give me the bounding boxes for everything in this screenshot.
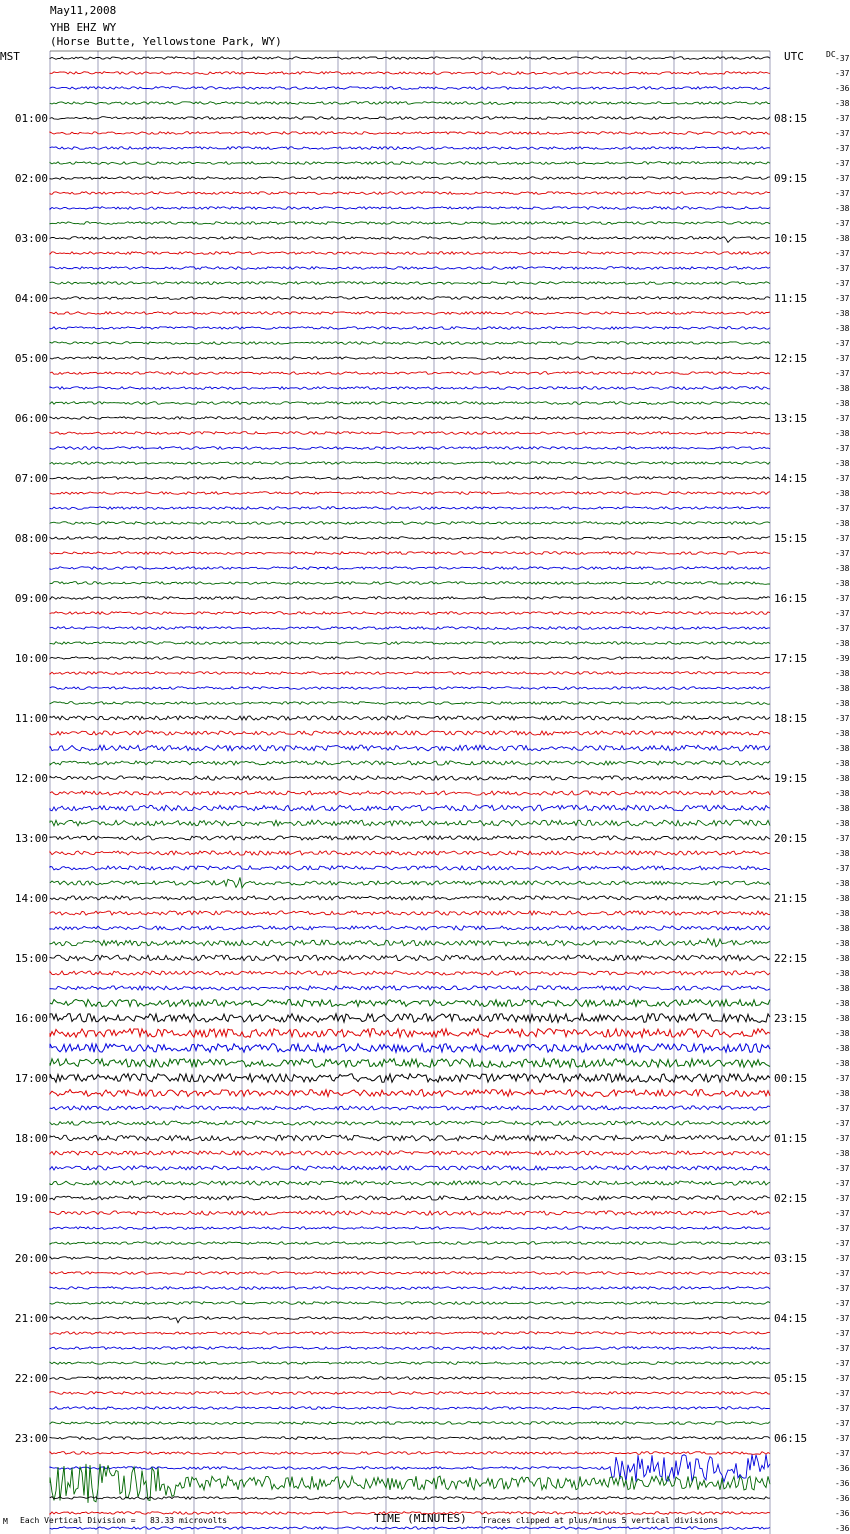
trace-row-82 [50, 1287, 770, 1290]
right-hour-label-19: 02:15 [774, 1192, 808, 1205]
dc-offset-72: -37 [835, 1134, 850, 1143]
trace-row-17 [50, 312, 770, 315]
dc-offset-15: -37 [835, 279, 850, 288]
trace-row-86 [50, 1347, 770, 1350]
dc-offset-2: -36 [835, 84, 850, 93]
dc-offset-25: -38 [835, 429, 850, 438]
right-hour-label-21: 04:15 [774, 1312, 808, 1325]
trace-row-67 [50, 1059, 770, 1068]
left-hour-label-5: 05:00 [14, 352, 48, 365]
trace-row-3 [50, 102, 770, 105]
right-hour-label-1: 08:15 [774, 112, 808, 125]
dc-offset-85: -37 [835, 1329, 850, 1338]
left-hour-label-15: 15:00 [14, 952, 48, 965]
trace-row-93 [50, 1452, 770, 1455]
trace-row-8 [50, 177, 770, 180]
left-hour-label-20: 20:00 [14, 1252, 48, 1265]
dc-offset-75: -37 [835, 1179, 850, 1188]
left-hour-label-22: 22:00 [14, 1372, 48, 1385]
dc-offset-98: -36 [835, 1524, 850, 1533]
dc-offset-41: -38 [835, 669, 850, 678]
trace-row-92 [50, 1437, 770, 1440]
trace-row-34 [50, 567, 770, 570]
dc-offset-97: -36 [835, 1509, 850, 1518]
trace-row-13 [50, 252, 770, 255]
right-hour-label-17: 00:15 [774, 1072, 808, 1085]
left-hour-label-14: 14:00 [14, 892, 48, 905]
corner-mark: M [3, 1517, 8, 1526]
right-hour-label-20: 03:15 [774, 1252, 808, 1265]
dc-offset-0: -37 [835, 54, 850, 63]
dc-offset-24: -37 [835, 414, 850, 423]
trace-row-66 [50, 1044, 770, 1053]
trace-row-83 [50, 1302, 770, 1305]
trace-row-74 [50, 1166, 770, 1170]
dc-offset-71: -37 [835, 1119, 850, 1128]
right-hour-label-22: 05:15 [774, 1372, 808, 1385]
dc-offset-78: -37 [835, 1224, 850, 1233]
dc-offset-90: -37 [835, 1404, 850, 1413]
trace-row-21 [50, 372, 770, 375]
trace-row-16 [50, 297, 770, 300]
trace-row-35 [50, 582, 770, 585]
trace-row-12 [50, 237, 770, 243]
trace-row-96 [50, 1497, 770, 1500]
trace-row-48 [50, 776, 770, 780]
dc-offset-19: -37 [835, 339, 850, 348]
trace-row-44 [50, 716, 770, 720]
dc-offset-23: -38 [835, 399, 850, 408]
dc-offset-66: -38 [835, 1044, 850, 1053]
trace-row-58 [50, 926, 770, 930]
scale-note: Each Vertical Division = 83.33 microvolts [20, 1516, 228, 1525]
dc-offset-46: -38 [835, 744, 850, 753]
trace-row-64 [50, 1014, 770, 1023]
dc-offset-10: -38 [835, 204, 850, 213]
trace-row-81 [50, 1272, 770, 1275]
right-hour-label-11: 18:15 [774, 712, 808, 725]
trace-row-41 [50, 672, 770, 675]
trace-row-10 [50, 207, 770, 210]
dc-offset-79: -37 [835, 1239, 850, 1248]
right-hour-label-18: 01:15 [774, 1132, 808, 1145]
trace-row-31 [50, 522, 770, 525]
trace-row-7 [50, 162, 770, 165]
trace-row-43 [50, 702, 770, 705]
dc-offset-20: -37 [835, 354, 850, 363]
right-timezone-label: UTC [784, 50, 804, 63]
dc-offset-28: -37 [835, 474, 850, 483]
right-hour-label-14: 21:15 [774, 892, 808, 905]
dc-offset-52: -37 [835, 834, 850, 843]
trace-row-77 [50, 1211, 770, 1215]
trace-row-60 [50, 955, 770, 961]
dc-offset-3: -38 [835, 99, 850, 108]
dc-offset-29: -38 [835, 489, 850, 498]
dc-offset-22: -38 [835, 384, 850, 393]
dc-offset-18: -38 [835, 324, 850, 333]
right-hour-label-2: 09:15 [774, 172, 808, 185]
trace-row-36 [50, 597, 770, 600]
x-axis-title: TIME (MINUTES) [374, 1512, 467, 1525]
dc-offset-76: -37 [835, 1194, 850, 1203]
dc-offset-9: -37 [835, 189, 850, 198]
dc-offset-17: -38 [835, 309, 850, 318]
trace-row-6 [50, 147, 770, 150]
left-hour-label-13: 13:00 [14, 832, 48, 845]
station-code: YHB EHZ WY [50, 21, 117, 34]
dc-offset-94: -36 [835, 1464, 850, 1473]
dc-offset-87: -37 [835, 1359, 850, 1368]
dc-offset-33: -37 [835, 549, 850, 558]
plot-date: May11,2008 [50, 4, 117, 17]
dc-offset-84: -37 [835, 1314, 850, 1323]
dc-offset-93: -37 [835, 1449, 850, 1458]
trace-row-28 [50, 477, 770, 480]
right-hour-label-6: 13:15 [774, 412, 808, 425]
trace-row-87 [50, 1362, 770, 1365]
trace-row-62 [50, 986, 770, 990]
trace-row-0 [50, 57, 770, 60]
trace-row-18 [50, 327, 770, 330]
trace-row-4 [50, 117, 770, 120]
left-hour-label-8: 08:00 [14, 532, 48, 545]
dc-offset-86: -37 [835, 1344, 850, 1353]
trace-row-11 [50, 222, 770, 225]
trace-row-59 [50, 939, 770, 947]
dc-offset-60: -38 [835, 954, 850, 963]
dc-offset-49: -38 [835, 789, 850, 798]
dc-offset-58: -38 [835, 924, 850, 933]
dc-offset-27: -38 [835, 459, 850, 468]
right-hour-label-5: 12:15 [774, 352, 808, 365]
dc-offset-7: -37 [835, 159, 850, 168]
dc-offset-36: -37 [835, 594, 850, 603]
left-timezone-label: MST [0, 50, 20, 63]
left-hour-label-11: 11:00 [14, 712, 48, 725]
station-location: (Horse Butte, Yellowstone Park, WY) [50, 35, 282, 48]
trace-row-29 [50, 492, 770, 495]
trace-row-45 [50, 731, 770, 735]
trace-row-79 [50, 1242, 770, 1245]
dc-offset-92: -37 [835, 1434, 850, 1443]
right-hour-label-8: 15:15 [774, 532, 808, 545]
dc-offset-62: -38 [835, 984, 850, 993]
dc-offset-5: -37 [835, 129, 850, 138]
trace-row-71 [50, 1121, 770, 1125]
right-hour-label-23: 06:15 [774, 1432, 808, 1445]
trace-row-38 [50, 627, 770, 630]
left-hour-label-1: 01:00 [14, 112, 48, 125]
trace-row-89 [50, 1392, 770, 1395]
trace-row-54 [50, 866, 770, 870]
trace-row-85 [50, 1332, 770, 1335]
trace-row-22 [50, 387, 770, 390]
right-hour-label-15: 22:15 [774, 952, 808, 965]
trace-row-65 [50, 1029, 770, 1038]
trace-row-50 [50, 805, 770, 811]
dc-offset-44: -37 [835, 714, 850, 723]
dc-offset-11: -37 [835, 219, 850, 228]
trace-row-23 [50, 402, 770, 405]
dc-offset-4: -37 [835, 114, 850, 123]
trace-row-80 [50, 1257, 770, 1260]
dc-offset-47: -38 [835, 759, 850, 768]
dc-offset-40: -39 [835, 654, 850, 663]
trace-row-33 [50, 552, 770, 555]
left-hour-label-19: 19:00 [14, 1192, 48, 1205]
trace-row-19 [50, 342, 770, 345]
dc-offset-16: -37 [835, 294, 850, 303]
dc-offset-82: -37 [835, 1284, 850, 1293]
trace-row-49 [50, 791, 770, 795]
trace-rows [50, 57, 770, 1534]
dc-offset-13: -37 [835, 249, 850, 258]
left-hour-label-6: 06:00 [14, 412, 48, 425]
dc-offset-74: -37 [835, 1164, 850, 1173]
trace-row-39 [50, 642, 770, 645]
right-hour-label-4: 11:15 [774, 292, 808, 305]
dc-offset-56: -38 [835, 894, 850, 903]
dc-offset-34: -38 [835, 564, 850, 573]
trace-row-51 [50, 820, 770, 826]
dc-offset-32: -37 [835, 534, 850, 543]
trace-row-32 [50, 537, 770, 540]
right-hour-label-16: 23:15 [774, 1012, 808, 1025]
trace-row-1 [50, 72, 770, 75]
trace-row-2 [50, 87, 770, 90]
dc-offset-88: -37 [835, 1374, 850, 1383]
trace-row-63 [50, 999, 770, 1006]
dc-offset-64: -38 [835, 1014, 850, 1023]
dc-offset-header: DC [826, 50, 836, 59]
trace-row-30 [50, 507, 770, 510]
dc-offset-59: -38 [835, 939, 850, 948]
trace-row-53 [50, 851, 770, 855]
trace-row-52 [50, 836, 770, 840]
dc-offset-70: -37 [835, 1104, 850, 1113]
left-hour-label-2: 02:00 [14, 172, 48, 185]
trace-row-90 [50, 1407, 770, 1410]
trace-row-37 [50, 612, 770, 615]
dc-offset-35: -38 [835, 579, 850, 588]
trace-row-55 [50, 877, 770, 888]
right-hour-label-7: 14:15 [774, 472, 808, 485]
trace-row-47 [50, 761, 770, 765]
dc-offset-55: -38 [835, 879, 850, 888]
dc-offset-26: -37 [835, 444, 850, 453]
dc-offset-50: -38 [835, 804, 850, 813]
left-hour-label-3: 03:00 [14, 232, 48, 245]
trace-row-70 [50, 1106, 770, 1110]
dc-offset-48: -38 [835, 774, 850, 783]
trace-row-72 [50, 1135, 770, 1141]
left-hour-label-18: 18:00 [14, 1132, 48, 1145]
trace-row-88 [50, 1377, 770, 1380]
dc-offset-68: -37 [835, 1074, 850, 1083]
trace-row-57 [50, 911, 770, 915]
left-hour-label-10: 10:00 [14, 652, 48, 665]
left-hour-label-16: 16:00 [14, 1012, 48, 1025]
right-hour-label-9: 16:15 [774, 592, 808, 605]
trace-row-61 [50, 971, 770, 975]
trace-row-98 [50, 1527, 770, 1530]
dc-offset-81: -37 [835, 1269, 850, 1278]
trace-row-20 [50, 357, 770, 360]
dc-offset-51: -38 [835, 819, 850, 828]
dc-offset-69: -38 [835, 1089, 850, 1098]
dc-offset-31: -38 [835, 519, 850, 528]
dc-offset-89: -37 [835, 1389, 850, 1398]
trace-row-75 [50, 1181, 770, 1185]
dc-offset-65: -38 [835, 1029, 850, 1038]
clip-note: Traces clipped at plus/minus 5 vertical divisions [482, 1516, 719, 1525]
left-hour-label-4: 04:00 [14, 292, 48, 305]
dc-offset-96: -36 [835, 1494, 850, 1503]
trace-row-40 [50, 657, 770, 660]
dc-offset-83: -37 [835, 1299, 850, 1308]
left-hour-label-9: 09:00 [14, 592, 48, 605]
trace-row-68 [50, 1074, 770, 1083]
dc-offset-61: -38 [835, 969, 850, 978]
dc-offset-30: -37 [835, 504, 850, 513]
trace-row-84 [50, 1317, 770, 1323]
dc-offset-54: -37 [835, 864, 850, 873]
left-hour-label-12: 12:00 [14, 772, 48, 785]
trace-row-76 [50, 1196, 770, 1200]
trace-row-78 [50, 1227, 770, 1230]
dc-offset-42: -38 [835, 684, 850, 693]
left-hour-label-23: 23:00 [14, 1432, 48, 1445]
dc-offset-57: -38 [835, 909, 850, 918]
dc-offset-67: -38 [835, 1059, 850, 1068]
right-hour-label-10: 17:15 [774, 652, 808, 665]
trace-row-26 [50, 447, 770, 450]
dc-offset-12: -38 [835, 234, 850, 243]
trace-row-69 [50, 1090, 770, 1097]
dc-offset-77: -37 [835, 1209, 850, 1218]
trace-row-27 [50, 462, 770, 465]
dc-offset-45: -38 [835, 729, 850, 738]
left-hour-label-7: 07:00 [14, 472, 48, 485]
dc-offset-6: -37 [835, 144, 850, 153]
trace-row-9 [50, 192, 770, 195]
trace-row-5 [50, 132, 770, 135]
dc-offset-73: -38 [835, 1149, 850, 1158]
trace-row-91 [50, 1422, 770, 1425]
trace-row-24 [50, 417, 770, 420]
dc-offset-95: -36 [835, 1479, 850, 1488]
dc-offset-53: -38 [835, 849, 850, 858]
trace-row-25 [50, 432, 770, 435]
trace-row-56 [50, 896, 770, 900]
dc-offset-14: -37 [835, 264, 850, 273]
right-hour-label-12: 19:15 [774, 772, 808, 785]
dc-offset-91: -37 [835, 1419, 850, 1428]
left-hour-label-17: 17:00 [14, 1072, 48, 1085]
dc-offset-39: -38 [835, 639, 850, 648]
dc-offset-37: -37 [835, 609, 850, 618]
dc-offset-43: -38 [835, 699, 850, 708]
right-hour-label-3: 10:15 [774, 232, 808, 245]
right-hour-label-13: 20:15 [774, 832, 808, 845]
dc-offset-80: -37 [835, 1254, 850, 1263]
left-hour-label-21: 21:00 [14, 1312, 48, 1325]
trace-row-46 [50, 745, 770, 751]
trace-row-42 [50, 687, 770, 690]
trace-row-14 [50, 267, 770, 270]
dc-offset-63: -38 [835, 999, 850, 1008]
trace-row-15 [50, 282, 770, 285]
dc-offset-1: -37 [835, 69, 850, 78]
dc-offset-21: -37 [835, 369, 850, 378]
trace-row-73 [50, 1151, 770, 1155]
dc-offset-38: -37 [835, 624, 850, 633]
dc-offset-8: -37 [835, 174, 850, 183]
